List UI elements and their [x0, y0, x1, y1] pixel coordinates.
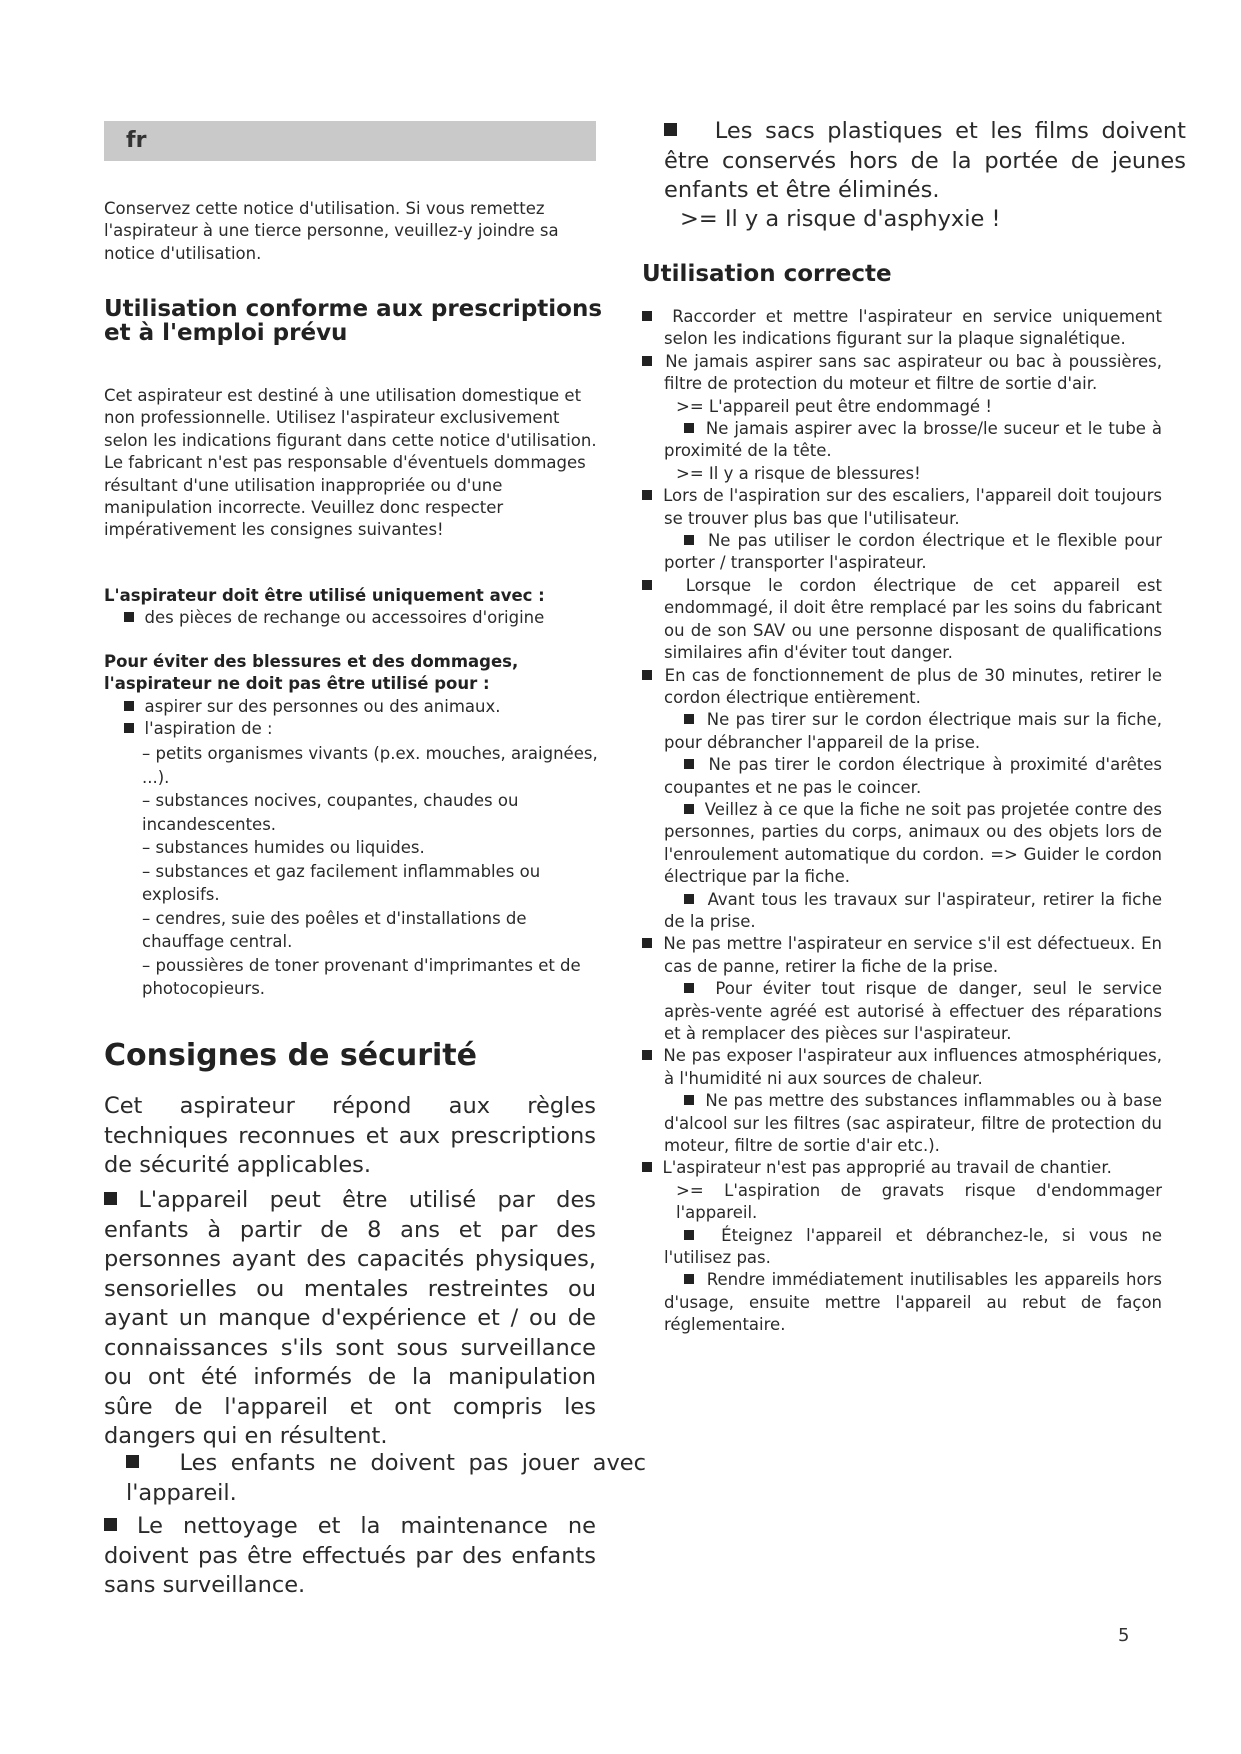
section3-item-text: Ne pas tirer le cordon électrique à proximité d'arêtes coupantes et ne pas le coincer. — [664, 755, 1162, 797]
section3-item-text: Ne jamais aspirer avec la brosse/le suceur et le tube à proximité de la tête. — [664, 419, 1162, 461]
section3-item-sub — [642, 889, 1162, 934]
page-number: 5 — [1118, 1625, 1130, 1646]
section3-item-text: Ne pas tirer sur le cordon électrique mais sur la fiche, pour débrancher l'appareil de la prise. — [664, 710, 1162, 752]
bullet-square-icon — [126, 1455, 139, 1468]
bullet-square-icon — [642, 670, 652, 680]
section3-item-text: >= L'appareil peut être endommagé ! — [676, 396, 992, 416]
section3-item-text: Ne pas exposer l'aspirateur aux influences atmosphériques, à l'humidité ni aux sources de chaleur. — [663, 1046, 1162, 1088]
bullet-square-icon — [642, 311, 652, 321]
bullet-square-icon — [684, 759, 694, 769]
dash-item: – substances humides ou liquides. — [142, 838, 425, 857]
section3-item-sub — [642, 418, 1162, 463]
section3-item-text: L'aspirateur n'est pas approprié au travail de chantier. — [662, 1158, 1112, 1178]
bullet-square-icon — [684, 714, 694, 724]
bullet-square-icon — [124, 723, 134, 733]
section3-item-text: Éteignez l'appareil et débranchez-le, si vous ne l'utilisez pas. — [664, 1225, 1162, 1268]
section3-item-note — [642, 1180, 1162, 1225]
bullet-square-icon — [684, 983, 694, 993]
section3-item-text: Avant tous les travaux sur l'aspirateur, retirer la fiche de la prise. — [664, 889, 1162, 931]
sub2-item-text: l'aspiration de : — [144, 719, 273, 738]
bullet-square-icon — [684, 1095, 694, 1105]
section3-item-text: Pour éviter tout risque de danger, seul le service après-vente agréé est autorisé à effectuer des réparations et à remplacer des pièces sur l'aspirateur. — [664, 979, 1162, 1043]
section3-item-main — [642, 575, 1162, 665]
right-top-text: Les sacs plastiques et les films doivent être conservés hors de la portée de jeunes enfants et être éliminés. — [664, 118, 1186, 203]
section2-title: Consignes de sécurité — [104, 1038, 477, 1073]
section3-item-main — [642, 933, 1162, 978]
bullet-square-icon — [104, 1518, 117, 1531]
section3-item-sub — [642, 754, 1162, 799]
bullet-square-icon — [642, 1162, 652, 1172]
bullet-square-icon — [642, 580, 652, 590]
section2-item-text: L'appareil peut être utilisé par des enfants à partir de 8 ans et par des personnes ayant des capacités physiques, sensorielles ou mentales restreintes ou ayant un manque d'expérience et / ou de connaissances s'ils sont sous surveillance ou ont été informés de la manipulation sûre de l'appareil et ont compris les dangers qui en résultent. — [104, 1187, 597, 1449]
dash-item: – substances nocives, coupantes, chaudes ou incandescentes. — [142, 791, 519, 834]
bullet-square-icon — [642, 490, 652, 500]
section3-title: Utilisation correcte — [642, 261, 892, 287]
sub2-item-text: aspirer sur des personnes ou des animaux. — [144, 697, 501, 716]
bullet-square-icon — [124, 612, 134, 622]
section3-item-text: Lors de l'aspiration sur des escaliers, l'appareil doit toujours se trouver plus bas que l'utilisateur. — [663, 486, 1162, 528]
section2-paragraph: Cet aspirateur répond aux règles techniques reconnues et aux prescriptions de sécurité applicables. — [104, 1093, 596, 1178]
section1-subheading-2: Pour éviter des blessures et des dommages, l'aspirateur ne doit pas être utilisé pour : — [104, 652, 519, 693]
intro-text: Conservez cette notice d'utilisation. Si vous remettez l'aspirateur à une tierce personne, veuillez-y joindre sa notice d'utilisation. — [104, 199, 559, 263]
dash-item: – petits organismes vivants (p.ex. mouches, araignées, ...). — [142, 744, 598, 787]
section2-item-1 — [104, 1186, 596, 1452]
right-top-item — [664, 117, 1186, 206]
dash-list — [142, 742, 602, 1001]
section1-sub2-item-2 — [124, 718, 604, 740]
section1-subheading-1: L'aspirateur doit être utilisé uniquement avec : — [104, 586, 545, 605]
section3-item-text: Ne pas mettre l'aspirateur en service s'il est défectueux. En cas de panne, retirer la fiche de la prise. — [663, 934, 1162, 976]
section3-item-note — [642, 396, 1162, 418]
section3-item-text: Ne pas utiliser le cordon électrique et le flexible pour porter / transporter l'aspirateur. — [664, 531, 1162, 573]
bullet-square-icon — [642, 938, 652, 948]
section3-item-note — [642, 463, 1162, 485]
bullet-square-icon — [642, 356, 652, 366]
section3-item-text: Raccorder et mettre l'aspirateur en service uniquement selon les indications figurant sur la plaque signalétique. — [664, 307, 1162, 349]
section3-item-text: En cas de fonctionnement de plus de 30 minutes, retirer le cordon électrique entièrement. — [664, 665, 1162, 707]
bullet-square-icon — [684, 535, 694, 545]
section3-item-sub — [642, 978, 1162, 1045]
section3-item-text: Ne pas mettre des substances inflammables ou à base d'alcool sur les filtres (sac aspirateur, filtre de protection du moteur, filtre de sortie d'air etc.). — [664, 1091, 1162, 1156]
section3-item-text: Ne jamais aspirer sans sac aspirateur ou bac à poussières, filtre de protection du moteur et filtre de sortie d'air. — [664, 351, 1162, 394]
section1-paragraph: Cet aspirateur est destiné à une utilisation domestique et non professionnelle. Utilisez l'aspirateur exclusivement selon les indications figurant dans cette notice d'utilisation. Le fabricant n'est pas responsable d'éventuels dommages résultant d'une utilisation inappropriée ou d'une manipulation incorrecte. Veuillez donc respecter impérativement les consignes suivantes! — [104, 386, 597, 540]
bullet-square-icon — [664, 123, 677, 136]
bullet-square-icon — [684, 804, 694, 814]
section3-item-main — [642, 1157, 1162, 1179]
language-bar — [104, 121, 596, 161]
bullet-square-icon — [684, 1274, 694, 1284]
section3-item-text: Veillez à ce que la fiche ne soit pas projetée contre des personnes, parties du corps, animaux ou des objets lors de l'enroulement automatique du cordon. => Guider le cordon électrique par la fiche. — [664, 799, 1162, 887]
section3-item-main — [642, 306, 1162, 351]
section3-item-main — [642, 1045, 1162, 1090]
section3-item-sub — [642, 799, 1162, 889]
bullet-square-icon — [104, 1192, 117, 1205]
section3-item-sub — [642, 1090, 1162, 1157]
section2-item-text: Les enfants ne doivent pas jouer avec l'appareil. — [126, 1450, 646, 1506]
section3-item-text: Lorsque le cordon électrique de cet appareil est endommagé, il doit être remplacé par les soins du fabricant ou de son SAV ou une personne disposant de qualifications similaires afin d'éviter tout danger. — [664, 575, 1162, 663]
bullet-square-icon — [642, 1050, 652, 1060]
section1-sub1-item — [124, 607, 604, 629]
section2-item-text: Le nettoyage et la maintenance ne doivent pas être effectués par des enfants sans surveillance. — [104, 1513, 596, 1598]
section3-item-sub — [642, 530, 1162, 575]
section3-item-sub — [642, 1269, 1162, 1336]
bullet-square-icon — [684, 423, 694, 433]
section3-list — [642, 306, 1162, 1337]
section3-item-main — [642, 485, 1162, 530]
bullet-square-icon — [684, 894, 694, 904]
right-top-note: >= Il y a risque d'asphyxie ! — [680, 206, 1001, 232]
section1-title: Utilisation conforme aux prescriptions et à l'emploi prévu — [104, 296, 603, 346]
language-label: fr — [126, 128, 147, 153]
section1-sub2-item-1 — [124, 696, 604, 718]
section3-item-text: Rendre immédiatement inutilisables les appareils hors d'usage, ensuite mettre l'appareil au rebut de façon réglementaire. — [664, 1270, 1162, 1335]
dash-item: – substances et gaz facilement inflammables ou explosifs. — [142, 861, 541, 904]
section3-item-main — [642, 351, 1162, 396]
section3-item-main — [642, 665, 1162, 710]
sub1-item-text: des pièces de rechange ou accessoires d'origine — [144, 608, 545, 627]
section3-item-text: >= Il y a risque de blessures! — [676, 463, 921, 483]
bullet-square-icon — [124, 701, 134, 711]
dash-item: – poussières de toner provenant d'imprimantes et de photocopieurs. — [142, 955, 581, 998]
section3-item-sub — [642, 709, 1162, 754]
dash-item: – cendres, suie des poêles et d'installations de chauffage central. — [142, 908, 527, 951]
section2-item-2 — [126, 1449, 646, 1508]
section3-item-sub — [642, 1225, 1162, 1270]
section2-item-3 — [104, 1512, 596, 1601]
bullet-square-icon — [684, 1230, 694, 1240]
section3-item-text: >= L'aspiration de gravats risque d'endommager l'appareil. — [676, 1180, 1162, 1223]
